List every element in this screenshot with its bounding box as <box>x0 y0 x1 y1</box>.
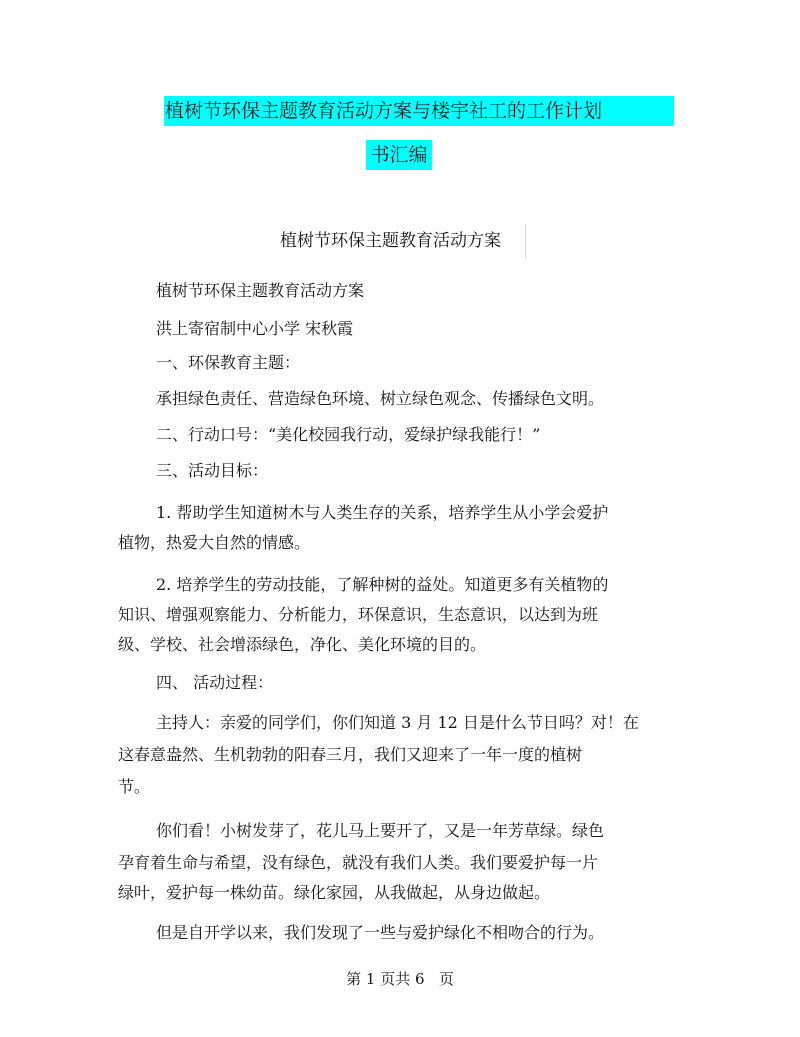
paragraph-line: 你们看！小树发芽了，花儿马上要开了，又是一年芳草绿。绿色 <box>156 821 605 840</box>
paragraph-line: 洪上寄宿制中心小学 宋秋霞 <box>156 319 354 338</box>
paragraph-line: 四、 活动过程： <box>156 673 274 692</box>
paragraph-line: 孕育着生命与希望，没有绿色，就没有我们人类。我们要爱护每一片 <box>118 853 599 872</box>
paragraph-line: 植树节环保主题教育活动方案 <box>156 281 365 300</box>
paragraph-line: 知识、增强观察能力、分析能力，环保意识，生态意识，以达到为班 <box>118 605 599 624</box>
paragraph-line: 三、活动目标： <box>156 461 269 480</box>
page-footer <box>0 968 800 990</box>
paragraph-line: 节。 <box>118 777 151 796</box>
document-title-line-1: 植树节环保主题教育活动方案与楼宇社工的工作计划 <box>164 96 674 126</box>
paragraph-line: 1. 帮助学生知道树木与人类生存的关系，培养学生从小学会爱护 <box>156 503 609 522</box>
paragraph-line: 级、学校、社会增添绿色，净化、美化环境的目的。 <box>118 635 487 654</box>
paragraph-line: 主持人：亲爱的同学们，你们知道 3 月 12 日是什么节日吗？对！在 <box>156 713 639 732</box>
paragraph-line: 绿叶，爱护每一株幼苗。绿化家园，从我做起，从身边做起。 <box>118 883 551 902</box>
paragraph-line: 这春意盎然、生机勃勃的阳春三月，我们又迎来了一年一度的植树 <box>118 745 583 764</box>
paragraph-line: 但是自开学以来，我们发现了一些与爱护绿化不相吻合的行为。 <box>156 923 605 942</box>
document-title-line-2: 书汇编 <box>366 140 432 170</box>
page-number: 第 1 页共 6 页 <box>346 970 454 988</box>
paragraph-line: 2. 培养学生的劳动技能，了解种树的益处。知道更多有关植物的 <box>156 575 609 594</box>
paragraph-line: 植物，热爱大自然的情感。 <box>118 533 311 552</box>
section-title: 植树节环保主题教育活动方案 <box>256 224 526 258</box>
paragraph-line: 二、行动口号：“美化校园我行动，爱绿护绿我能行！” <box>156 425 541 444</box>
paragraph-line: 一、环保教育主题： <box>156 353 301 372</box>
paragraph-line: 承担绿色责任、营造绿色环境、树立绿色观念、传播绿色文明。 <box>156 389 605 408</box>
